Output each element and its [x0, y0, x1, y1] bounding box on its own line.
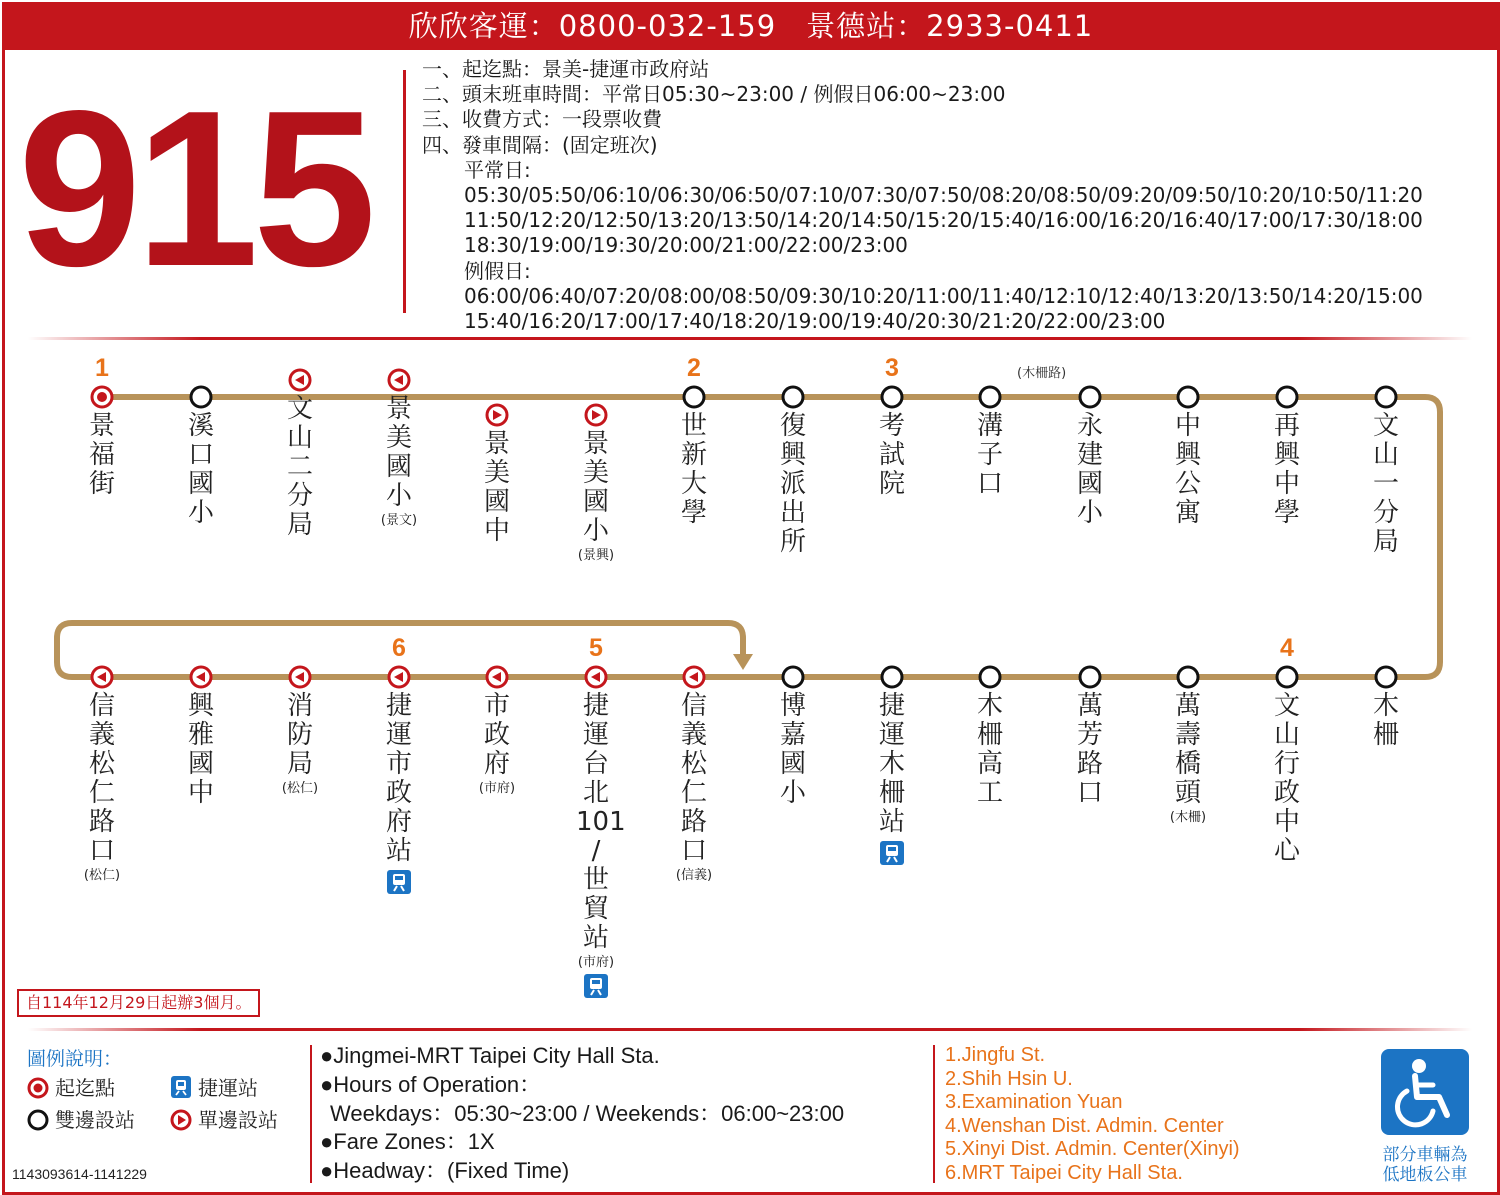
stop-marker [882, 387, 902, 407]
mrt-icon [170, 1075, 192, 1099]
stop-marker [684, 387, 704, 407]
weekday-times-3: 18:30/19:00/19:30/20:00/21:00/22:00/23:00 [464, 233, 908, 258]
stop-marker [389, 667, 409, 687]
stop-note: (市府) [478, 781, 516, 796]
both-sides-icon [1376, 667, 1396, 687]
poi-item: 6.MRT Taipei City Hall Sta. [945, 1161, 1183, 1184]
stop-name: 再 興 中 學 [1273, 411, 1300, 528]
legend-title: 圖例說明： [27, 1048, 123, 1070]
operator-phone: 欣欣客運：0800-032-159 [408, 9, 777, 43]
both-sides-icon [1178, 387, 1198, 407]
stop-name: 捷 運 台 北 101 / 世 貿 站 [576, 691, 626, 953]
stop-name: 捷 運 市 政 府 站 [385, 691, 412, 866]
stop-name: 溪 口 國 小 [187, 411, 214, 528]
stop-label [1168, 692, 1208, 825]
stop-label [1168, 412, 1208, 528]
stop-marker [1277, 387, 1297, 407]
stop-marker [92, 667, 112, 687]
stop-note: (景文) [380, 513, 418, 528]
stop-label [970, 692, 1010, 808]
stop-name: 景 福 街 [88, 411, 115, 499]
accessibility-note: 部分車輛為 低地板公車 [1382, 1145, 1468, 1185]
one-side-icon [170, 1109, 192, 1131]
poi-item: 5.Xinyi Dist. Admin. Center(Xinyi) [945, 1138, 1240, 1161]
stop-marker [1376, 667, 1396, 687]
stop-marker [92, 387, 112, 407]
location-marker: 3 [885, 354, 899, 382]
stop-marker [684, 667, 704, 687]
route-lines [57, 394, 1440, 677]
stop-note: (松仁) [83, 868, 121, 883]
stop-marker [290, 667, 310, 687]
stop-label [1366, 412, 1406, 557]
stop-label [773, 692, 813, 808]
poi-item: 2.Shih Hsin U. [945, 1067, 1073, 1090]
stop-name: 木 柵 [1372, 691, 1399, 750]
route-line [57, 394, 1440, 677]
stop-marker [487, 667, 507, 687]
poi-item: 1.Jingfu St. [945, 1044, 1046, 1066]
stop-name: 信 義 松 仁 路 口 [680, 691, 707, 866]
stop-label [82, 412, 122, 499]
stop-label [1070, 412, 1110, 528]
mrt-icon [584, 974, 608, 998]
stop-label [1267, 412, 1307, 528]
stop-name: 復 興 派 出 所 [779, 411, 806, 557]
document-id: 1143093614-1141229 [12, 1166, 147, 1182]
english-info [320, 1042, 844, 1186]
stop-label [674, 692, 714, 883]
location-marker: 1 [95, 354, 109, 382]
stop-name: 捷 運 木 柵 站 [878, 691, 905, 837]
stop-label [1267, 692, 1307, 866]
location-marker: 5 [589, 634, 603, 662]
stop-label [773, 412, 813, 557]
en-hours-title: ●Hours of Operation： [320, 1071, 542, 1097]
poi-item: 3.Examination Yuan [945, 1091, 1123, 1114]
en-fare: ●Fare Zones：1X [320, 1129, 495, 1155]
stop-marker [586, 405, 606, 425]
stop-marker [1080, 387, 1100, 407]
stop-name: 考 試 院 [878, 411, 905, 499]
stop-name: 文 山 一 分 局 [1372, 411, 1399, 557]
poi-item: 4.Wenshan Dist. Admin. Center [945, 1114, 1224, 1137]
stop-note: (景興) [577, 548, 615, 563]
stop-note: (市府) [577, 955, 615, 970]
both-sides-icon [1376, 387, 1396, 407]
stop-name: 永 建 國 小 [1076, 411, 1103, 528]
weekday-label: 平常日: [464, 157, 531, 182]
stop-label [872, 412, 912, 499]
stop-marker [1178, 387, 1198, 407]
stop-note: (信義) [675, 868, 713, 883]
legend-mrt: 捷運站 [170, 1072, 258, 1101]
holiday-times-1: 06:00/06:40/07:20/08:00/08:50/09:30/10:20/11:00/11:40/12:10/12:40/13:20/13:50/14:20/15:00 [464, 283, 1423, 308]
stop-marker [980, 667, 1000, 687]
en-endpoints: ●Jingmei-MRT Taipei City Hall Sta. [320, 1043, 660, 1068]
stop-label [576, 691, 626, 1005]
route-arrow [733, 654, 753, 670]
stop-name: 興 雅 國 中 [187, 691, 214, 808]
stop-marker [191, 387, 211, 407]
both-sides-icon [980, 387, 1000, 407]
both-sides-icon [1277, 387, 1297, 407]
stop-label [379, 395, 419, 528]
both-sides-icon [191, 387, 211, 407]
stop-name: 信 義 松 仁 路 口 [88, 691, 115, 866]
stop-name: 木 柵 高 工 [976, 691, 1003, 808]
stop-note: (木柵) [1169, 810, 1207, 825]
info-fare: 三、收費方式：一段票收費 [422, 107, 662, 132]
stop-marker [980, 387, 1000, 407]
poi-separator [933, 1045, 935, 1183]
stop-marker [586, 667, 606, 687]
stop-label [872, 692, 912, 872]
stop-marker [389, 370, 409, 390]
info-hours: 二、頭末班車時間：平常日05:30~23:00 / 例假日06:00~23:00 [422, 82, 1006, 107]
stop-name: 萬 芳 路 口 [1076, 691, 1103, 808]
stop-marker [1277, 667, 1297, 687]
stop-name: 世 新 大 學 [680, 411, 707, 528]
info-endpoints: 一、起迄點：景美-捷運市政府站 [422, 57, 710, 81]
both-sides-icon [1080, 387, 1100, 407]
route-number: 915 [18, 65, 371, 313]
stop-note: (松仁) [281, 781, 319, 796]
stop-name: 市 政 府 [483, 691, 510, 779]
stop-name: 文 山 行 政 中 心 [1273, 691, 1300, 866]
stop-name: 景 美 國 中 [483, 429, 510, 546]
stop-marker [783, 667, 803, 687]
stop-label [674, 412, 714, 528]
stop-marker [1178, 667, 1198, 687]
stop-marker [882, 667, 902, 687]
both-sides-icon [783, 667, 803, 687]
location-marker: 6 [392, 634, 406, 662]
stop-label [379, 692, 419, 901]
legend-separator [310, 1045, 312, 1183]
both-sides-icon [882, 667, 902, 687]
stop-label [280, 692, 320, 796]
stop-label [477, 430, 517, 546]
stop-name: 萬 壽 橋 頭 [1174, 691, 1201, 808]
stop-label [1366, 692, 1406, 750]
stop-marker [487, 405, 507, 425]
stop-label [576, 430, 616, 563]
both-sides-icon [783, 387, 803, 407]
stop-name: 博 嘉 國 小 [779, 691, 806, 808]
stop-label [82, 692, 122, 883]
holiday-times-2: 15:40/16:20/17:00/17:40/18:20/19:00/19:40/20:30/21:20/22:00/23:00 [464, 309, 1166, 334]
weekday-times-1: 05:30/05:50/06:10/06:30/06:50/07:10/07:30/07:50/08:20/08:50/09:20/09:50/10:20/10:50/11:20 [464, 183, 1423, 208]
stop-marker [1080, 667, 1100, 687]
stop-name: 景 美 國 小 [582, 429, 609, 546]
both-sides-icon [27, 1109, 49, 1131]
mrt-icon [880, 841, 904, 865]
stop-label [477, 692, 517, 796]
stop-marker [1376, 387, 1396, 407]
station-phone: 景德站：2933-0411 [806, 9, 1094, 43]
legend-terminal: 起迄點 [27, 1072, 115, 1101]
both-sides-icon [882, 387, 902, 407]
wheelchair-icon [1381, 1049, 1469, 1135]
mrt-icon [387, 870, 411, 894]
divider-bottom [28, 1028, 1472, 1031]
en-hours: Weekdays：05:30~23:00 / Weekends：06:00~23:00 [330, 1100, 845, 1126]
stop-name: 消 防 局 [286, 691, 313, 779]
notice: 自114年12月29日起辦3個月。 [17, 989, 260, 1017]
both-sides-icon [1178, 667, 1198, 687]
legend-oneway: 單邊設站 [170, 1104, 278, 1133]
poi-list [945, 1044, 1240, 1186]
legend-both: 雙邊設站 [27, 1104, 135, 1133]
stop-marker [290, 370, 310, 390]
both-sides-icon [1080, 667, 1100, 687]
stop-marker [783, 387, 803, 407]
stop-label [280, 395, 320, 540]
location-marker: 4 [1280, 634, 1294, 662]
stop-name: 中 興 公 寓 [1174, 411, 1201, 528]
info-headway: 四、發車間隔：(固定班次) [422, 132, 658, 157]
weekday-times-2: 11:50/12:20/12:50/13:20/13:50/14:20/14:50/15:20/15:40/16:00/16:20/16:40/17:00/17:30/18:00 [464, 208, 1423, 233]
stop-label [970, 412, 1010, 499]
both-sides-icon [980, 667, 1000, 687]
location-marker: 2 [687, 354, 701, 382]
stop-label [1070, 692, 1110, 808]
terminal-icon [27, 1077, 49, 1099]
stop-name: 文 山 二 分 局 [286, 394, 313, 540]
both-sides-icon [1277, 667, 1297, 687]
stop-label [181, 412, 221, 528]
road-note: (木柵路) [1017, 366, 1067, 381]
en-headway: ●Headway：(Fixed Time) [320, 1158, 570, 1184]
stop-name: 溝 子 口 [976, 411, 1003, 499]
holiday-label: 例假日: [464, 258, 531, 283]
stop-label [181, 692, 221, 808]
stop-name: 景 美 國 小 [385, 394, 412, 511]
stop-marker [191, 667, 211, 687]
both-sides-icon [684, 387, 704, 407]
